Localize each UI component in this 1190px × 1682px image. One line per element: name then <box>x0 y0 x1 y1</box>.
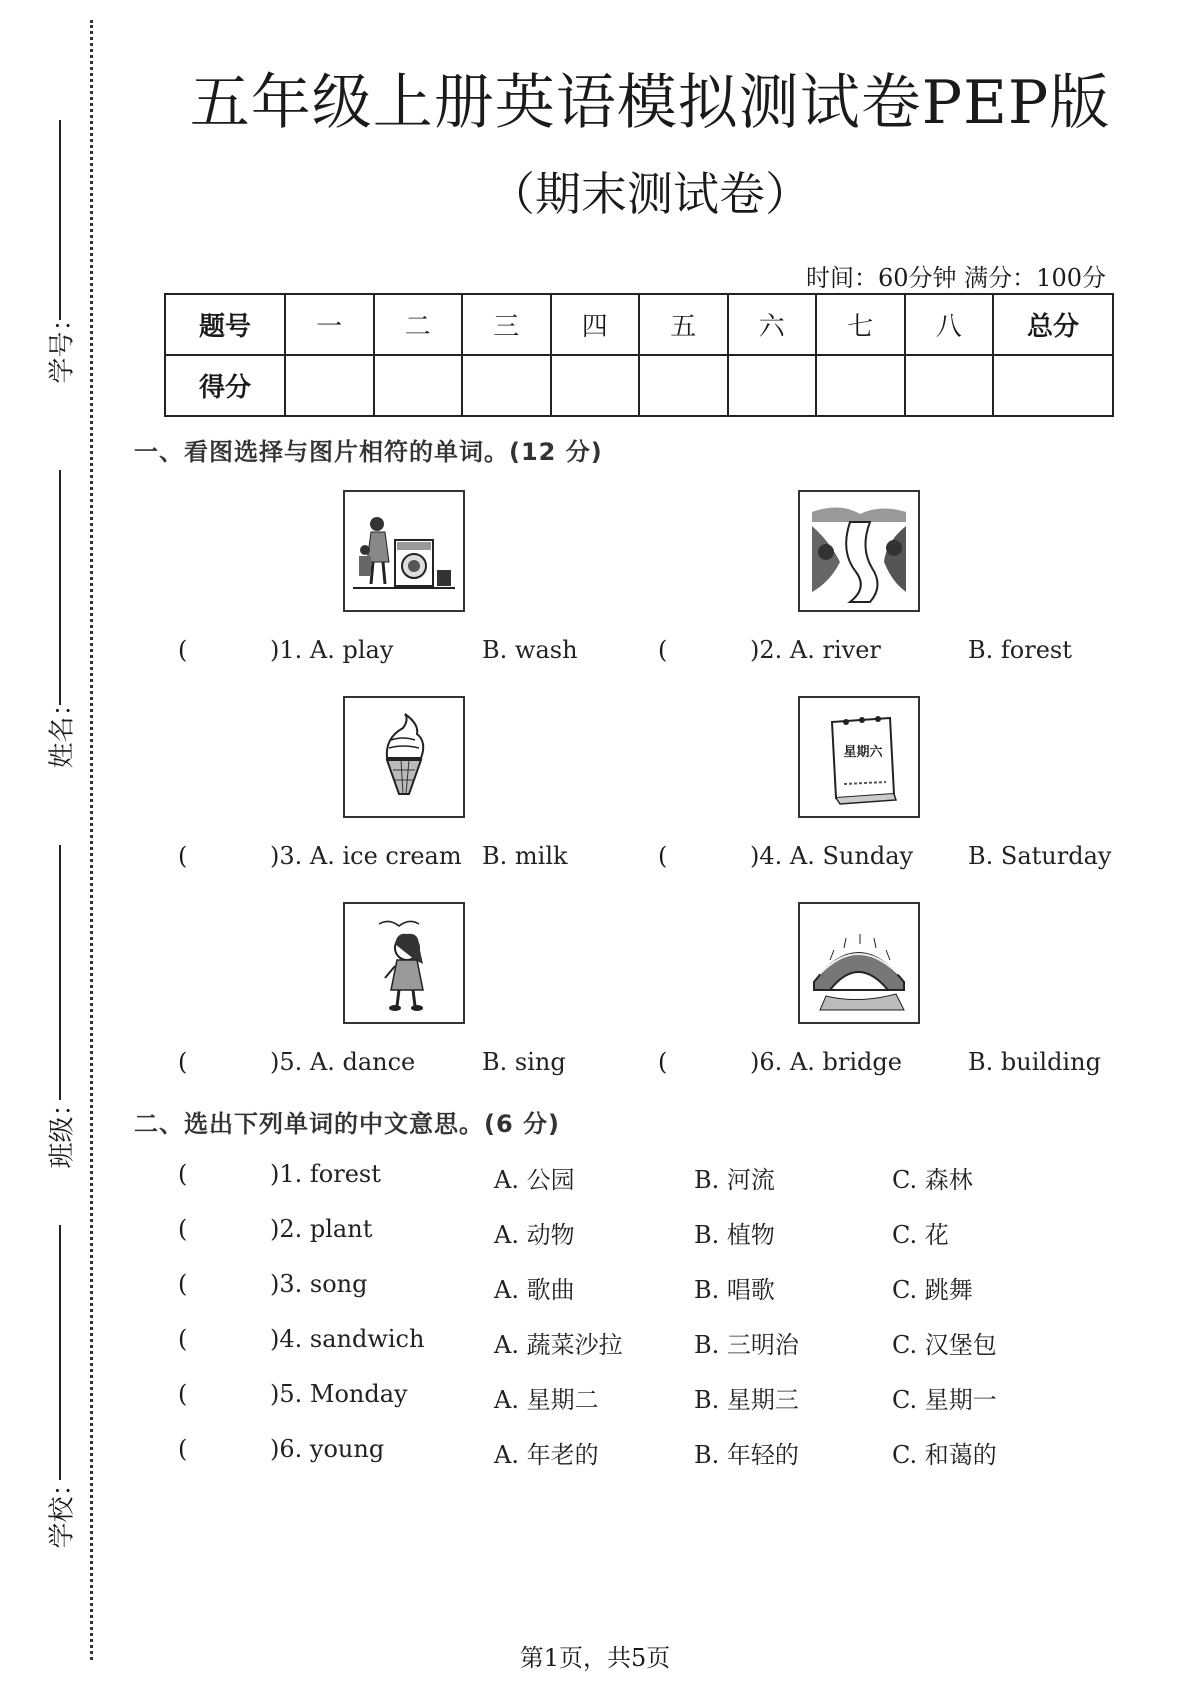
s2-q2-option-c: C. 花 <box>892 1221 949 1249</box>
answer-blank[interactable]: ( <box>178 1435 188 1463</box>
col-8: 八 <box>905 294 994 355</box>
s2-q3-option-c: C. 跳舞 <box>892 1276 973 1304</box>
score-cell[interactable] <box>551 355 640 416</box>
score-cell[interactable] <box>374 355 463 416</box>
score-cell[interactable] <box>816 355 905 416</box>
answer-blank[interactable]: ( <box>178 1270 188 1298</box>
s2-q4-option-b: B. 三明治 <box>694 1331 799 1359</box>
student-id-label: 学号： <box>47 305 78 384</box>
col-1: 一 <box>285 294 374 355</box>
s2-q4-word: )4. sandwich <box>270 1325 425 1353</box>
q6-option-a: )6. A. bridge <box>750 1048 902 1076</box>
bridge-icon <box>798 902 920 1024</box>
score-cell[interactable] <box>285 355 374 416</box>
q5-option-a: )5. A. dance <box>270 1048 416 1076</box>
section1-title: 一、看图选择与图片相符的单词。(12 分) <box>134 438 603 466</box>
q2-option-b: B. forest <box>968 636 1072 664</box>
school-label: 学校： <box>47 1470 78 1549</box>
school-line <box>59 1225 61 1480</box>
q3-option-b: B. milk <box>482 842 568 870</box>
answer-blank[interactable]: ( <box>178 636 188 664</box>
q6-option-b: B. building <box>968 1048 1101 1076</box>
q2-option-a: )2. A. river <box>750 636 881 664</box>
score-table <box>164 293 1114 417</box>
answer-blank[interactable]: ( <box>658 636 668 664</box>
calendar-text: 星期六 <box>843 745 883 760</box>
washing-clothes-icon <box>343 490 465 612</box>
section2-title: 二、选出下列单词的中文意思。(6 分) <box>134 1110 560 1138</box>
total-score-cell[interactable] <box>993 355 1113 416</box>
answer-blank[interactable]: ( <box>178 1215 188 1243</box>
s2-q3-option-b: B. 唱歌 <box>694 1276 775 1304</box>
s2-q6-option-b: B. 年轻的 <box>694 1441 799 1469</box>
s2-q6-option-c: C. 和蔼的 <box>892 1441 997 1469</box>
class-line <box>59 845 61 1100</box>
singing-girl-icon <box>343 902 465 1024</box>
s2-q2-option-b: B. 植物 <box>694 1221 775 1249</box>
name-label: 姓名： <box>47 690 78 769</box>
student-id-field[interactable] <box>40 120 80 390</box>
exam-info: 时间：60分钟 满分：100分 <box>806 264 1106 292</box>
answer-blank[interactable]: ( <box>178 1160 188 1188</box>
col-7: 七 <box>816 294 905 355</box>
col-3: 三 <box>462 294 551 355</box>
s2-q1-option-a: A. 公园 <box>494 1166 575 1194</box>
ice-cream-icon <box>343 696 465 818</box>
school-field[interactable] <box>40 1225 80 1555</box>
col-6: 六 <box>728 294 817 355</box>
answer-blank[interactable]: ( <box>178 1325 188 1353</box>
score-table-score-row <box>165 355 1113 416</box>
s2-q4-option-a: A. 蔬菜沙拉 <box>494 1331 623 1359</box>
answer-blank[interactable]: ( <box>178 1048 188 1076</box>
s2-q2-word: )2. plant <box>270 1215 373 1243</box>
s2-q5-option-c: C. 星期一 <box>892 1386 997 1414</box>
score-row-label: 得分 <box>165 355 285 416</box>
s2-q2-option-a: A. 动物 <box>494 1221 575 1249</box>
calendar-saturday-icon <box>798 696 920 818</box>
s2-q4-option-c: C. 汉堡包 <box>892 1331 997 1359</box>
q4-option-a: )4. A. Sunday <box>750 842 914 870</box>
score-table-header-row <box>165 294 1113 355</box>
page-title: 五年级上册英语模拟测试卷PEP版 <box>189 68 1111 138</box>
s2-q1-word: )1. forest <box>270 1160 381 1188</box>
s2-q5-option-b: B. 星期三 <box>694 1386 799 1414</box>
answer-blank[interactable]: ( <box>658 842 668 870</box>
name-field[interactable] <box>40 470 80 770</box>
class-field[interactable] <box>40 845 80 1175</box>
score-cell[interactable] <box>728 355 817 416</box>
col-5: 五 <box>639 294 728 355</box>
col-4: 四 <box>551 294 640 355</box>
q1-option-b: B. wash <box>482 636 578 664</box>
page-subtitle: （期末测试卷） <box>489 167 811 221</box>
page-footer: 第1页，共5页 <box>519 1644 671 1672</box>
total-header: 总分 <box>993 294 1113 355</box>
answer-blank[interactable]: ( <box>658 1048 668 1076</box>
col-2: 二 <box>374 294 463 355</box>
s2-q6-word: )6. young <box>270 1435 385 1463</box>
q4-option-b: B. Saturday <box>968 842 1112 870</box>
class-label: 班级： <box>47 1090 78 1169</box>
s2-q5-option-a: A. 星期二 <box>494 1386 599 1414</box>
student-id-line <box>59 120 61 320</box>
score-cell[interactable] <box>639 355 728 416</box>
q1-option-a: )1. A. play <box>270 636 394 664</box>
score-cell[interactable] <box>905 355 994 416</box>
answer-blank[interactable]: ( <box>178 842 188 870</box>
s2-q1-option-c: C. 森林 <box>892 1166 973 1194</box>
s2-q3-word: )3. song <box>270 1270 368 1298</box>
binding-dashed-line <box>90 20 93 1660</box>
s2-q6-option-a: A. 年老的 <box>494 1441 599 1469</box>
answer-blank[interactable]: ( <box>178 1380 188 1408</box>
q3-option-a: )3. A. ice cream <box>270 842 462 870</box>
s2-q1-option-b: B. 河流 <box>694 1166 775 1194</box>
question-number-header: 题号 <box>165 294 285 355</box>
q5-option-b: B. sing <box>482 1048 566 1076</box>
name-line <box>59 470 61 705</box>
score-cell[interactable] <box>462 355 551 416</box>
s2-q5-word: )5. Monday <box>270 1380 408 1408</box>
river-icon <box>798 490 920 612</box>
s2-q3-option-a: A. 歌曲 <box>494 1276 575 1304</box>
